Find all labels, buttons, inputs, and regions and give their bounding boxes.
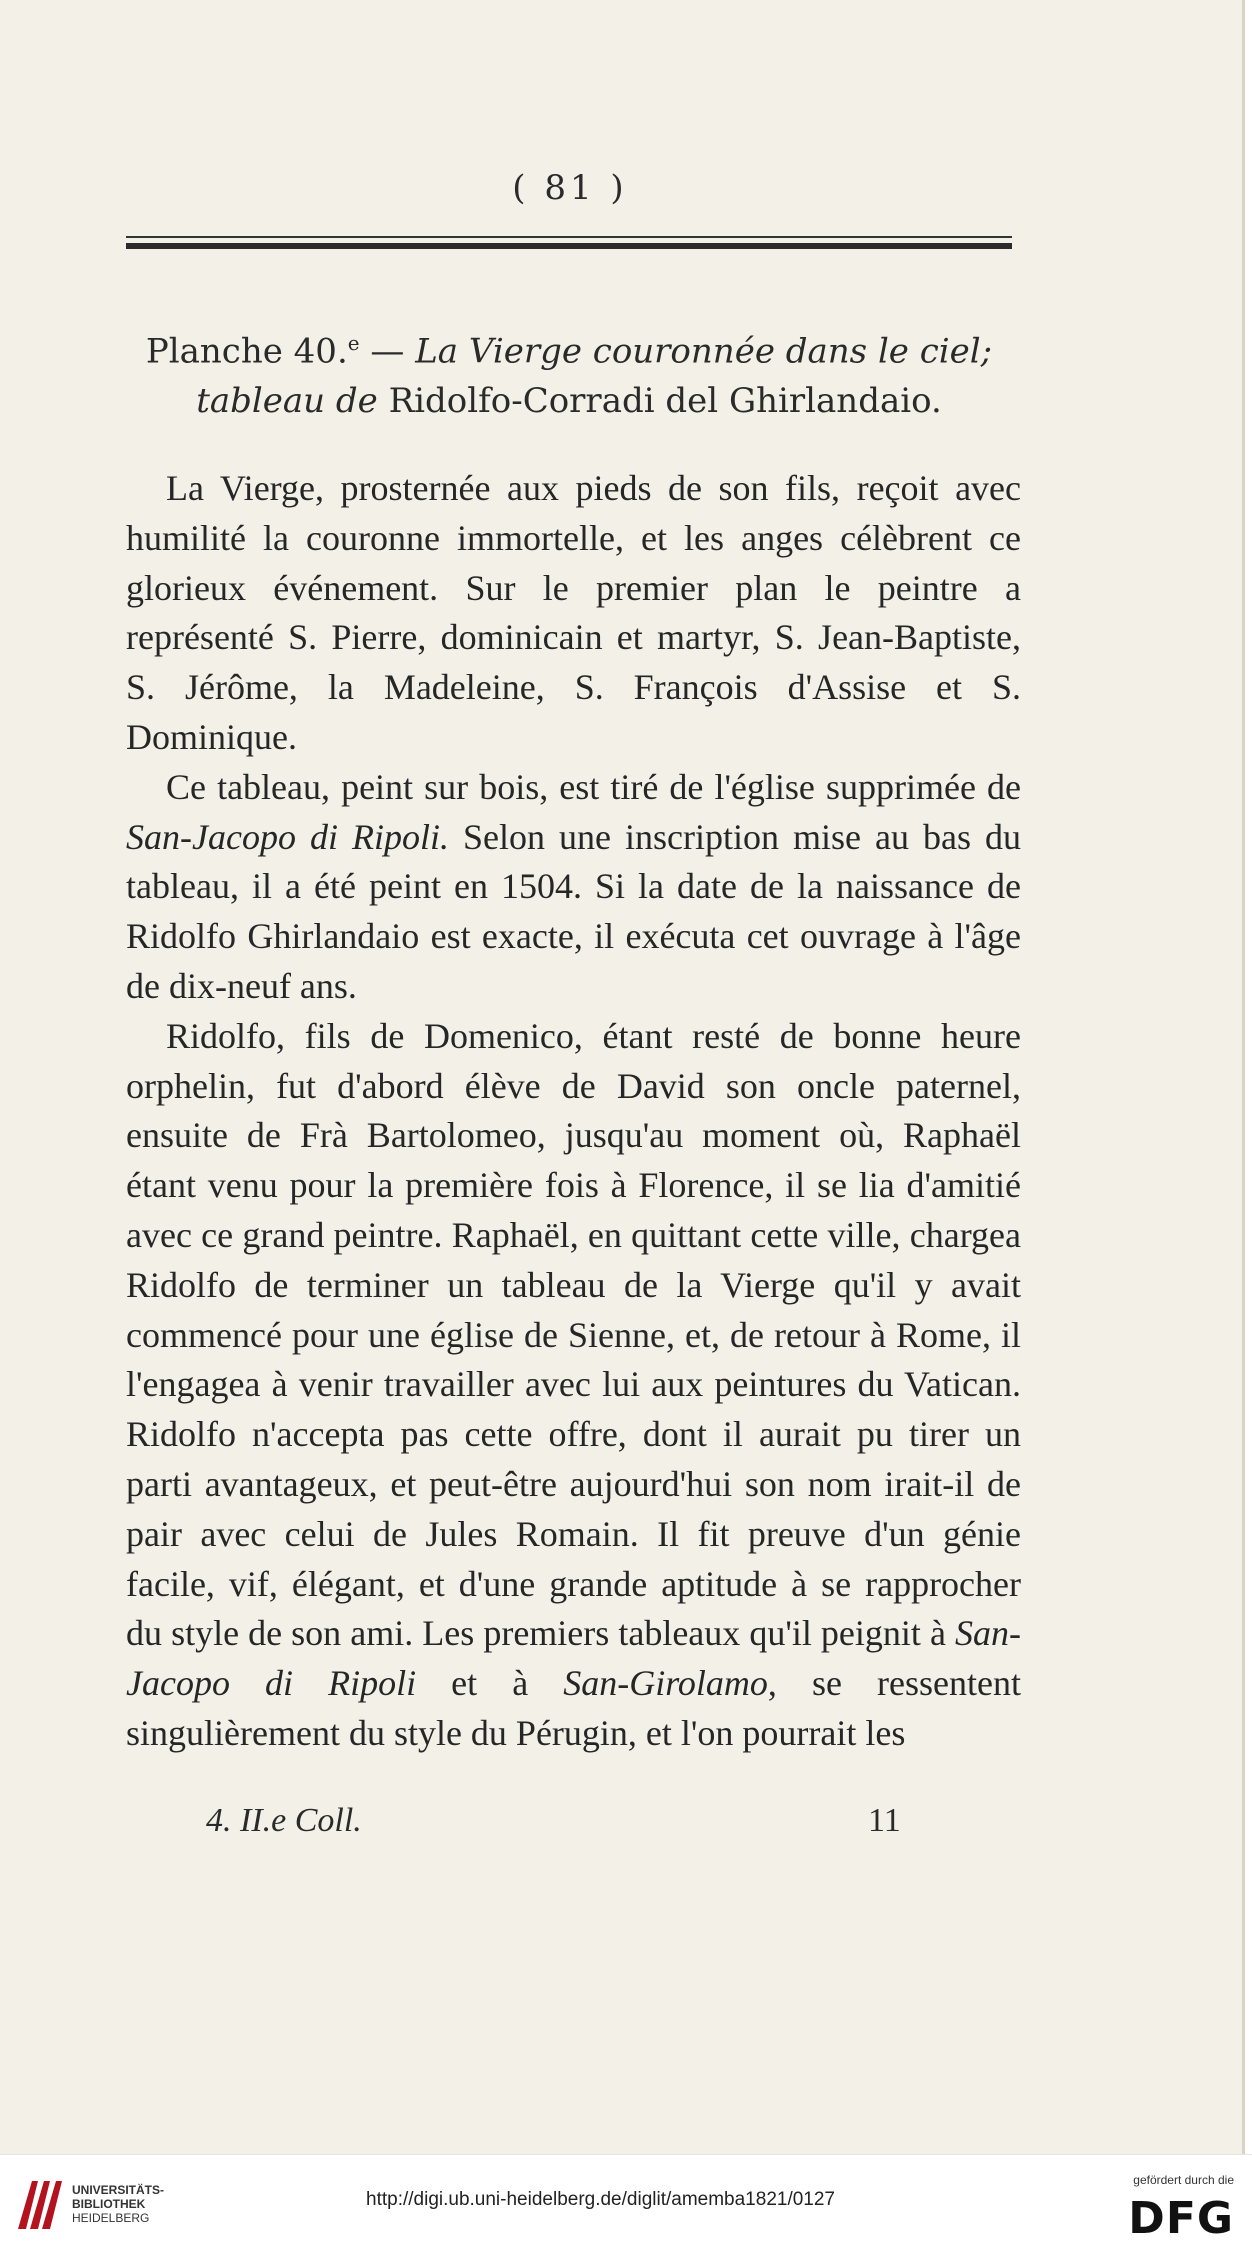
- text-segment: , se ressentent singulièrement du style du Pérugin, et l'on pourrait les: [126, 1663, 1021, 1753]
- header-rule-thick: [126, 243, 1012, 249]
- text-segment: Ridolfo, fils de Domenico, étant resté de bonne heure orphelin, fut d'abord élève de David son oncle paternel, ensuite de Frà Bartolomeo, jusqu'au moment où, Raphaël étant venu pour la première fois à Florence, il se lia d'amitié avec ce grand peintre. Raphaël, en quittant cette ville, chargea Ridolfo de terminer un tableau de la Vierge qu'il y avait commencé pour une église de Sienne, et, de retour à Rome, il l'engagea à venir travailler avec lui aux peintures du Vatican. Ridolfo n'accepta pas cette offre, dont il aurait pu tirer un parti avantageux, et peut-être aujourd'hui son nom irait-il de pair avec celui de Jules Romain. Il fit preuve d'un génie facile, vif, élégant, et d'une grande aptitude à se rapprocher du style de son ami. Les premiers tableaux qu'il peignit à: [126, 1015, 1021, 1654]
- heading-line-1: [126, 318, 1012, 376]
- viewer-footer: [0, 2154, 1252, 2249]
- institution-line-3: HEIDELBERG: [72, 2211, 150, 2225]
- body-text: [126, 464, 1021, 1759]
- text-segment: La Vierge, prosternée aux pieds de son fils, reçoit avec humilité la couronne immortelle, et les anges célèbrent ce glorieux événement. Sur le premier plan le peintre a représenté S. Pierre, dominicain et martyr, S. Jean-Baptiste, S. Jérôme, la Madeleine, S. François d'Assise et S. Dominique.: [126, 468, 1021, 757]
- gathering-number: 11: [868, 1802, 901, 1839]
- institution-line-2: BIBLIOTHEK: [72, 2197, 146, 2211]
- text-segment: et à: [416, 1663, 564, 1704]
- header-rule-thin: [126, 236, 1012, 238]
- heading-tableau-label: tableau de: [196, 381, 378, 422]
- funding-label: gefördert durch die: [1133, 2173, 1234, 2187]
- institution-line-1: UNIVERSITÄTS-: [72, 2183, 165, 2197]
- body-paragraph: [126, 1012, 1021, 1759]
- permalink-url[interactable]: http://digi.ub.uni-heidelberg.de/diglit/amemba1821/0127: [366, 2189, 835, 2210]
- heading-line-2: [126, 376, 1012, 426]
- university-library-name: [72, 2183, 164, 2225]
- body-paragraph: [126, 763, 1021, 1012]
- italic-title: San-Jacopo di Ripoli: [126, 1613, 1021, 1704]
- plate-heading: [126, 318, 1012, 426]
- italic-title: San-Girolamo: [563, 1663, 768, 1704]
- text-segment: Ce tableau, peint sur bois, est tiré de l'église supprimée de: [166, 766, 1021, 807]
- heading-painter: Ridolfo-Corradi del Ghirlandaio.: [377, 381, 942, 422]
- collection-signature: 4. II.e Coll.: [206, 1802, 362, 1839]
- body-paragraph: [126, 464, 1021, 763]
- text-segment: Selon une inscription mise au bas du tableau, il a été peint en 1504. Si la date de la naissance de Ridolfo Ghirlandaio est exacte, il exécuta cet ouvrage à l'âge de dix-neuf ans.: [126, 816, 1021, 1006]
- heading-dash: —: [359, 331, 416, 372]
- heading-title: La Vierge couronnée dans le ciel;: [415, 331, 993, 372]
- dfg-logo: DFG: [1128, 2193, 1234, 2244]
- university-library-logo-icon: [14, 2173, 64, 2233]
- heading-plate-sup: e: [347, 331, 360, 355]
- heading-plate-label: Planche 40.: [145, 331, 348, 372]
- page-number: ( 81 ): [512, 168, 628, 208]
- italic-title: San-Jacopo di Ripoli.: [126, 816, 449, 857]
